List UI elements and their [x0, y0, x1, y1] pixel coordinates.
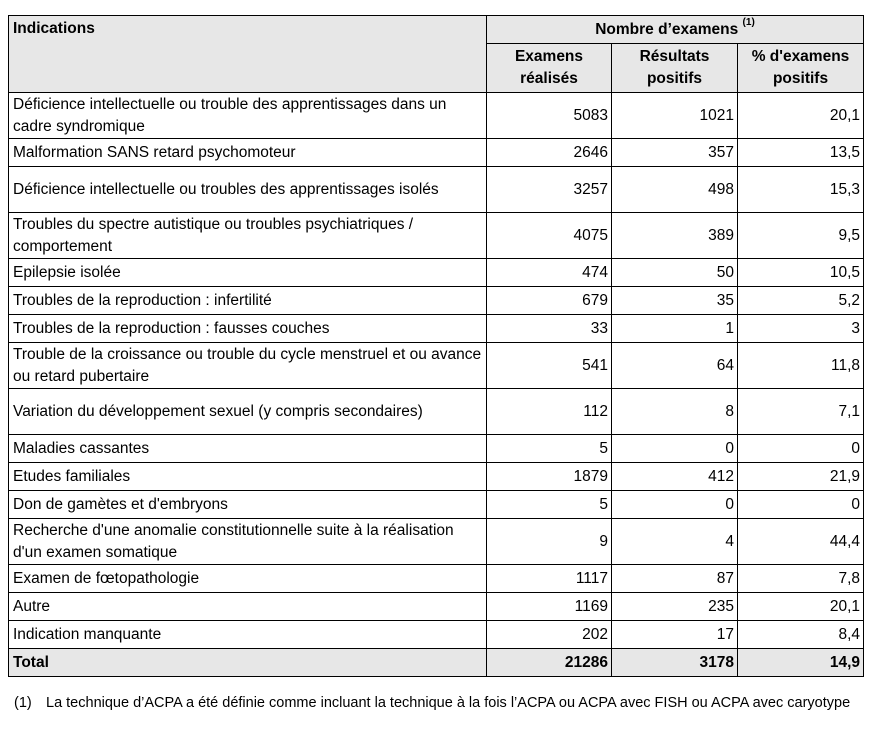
row-examens-realises: 9 — [487, 519, 612, 565]
row-pct-positifs: 20,1 — [738, 93, 864, 139]
table-row — [9, 167, 864, 213]
row-examens-realises: 5 — [487, 491, 612, 519]
footnote-text: La technique d’ACPA a été définie comme incluant la technique à la fois l’ACPA ou ACPA avec FISH ou ACPA avec caryotype — [46, 695, 851, 711]
row-label: Trouble de la croissance ou trouble du cycle menstruel et ou avance ou retard pubertaire — [9, 343, 487, 389]
total-positifs: 3178 — [612, 649, 738, 677]
header-examens-realises: Examens réalisés — [487, 44, 612, 93]
footnote-mark: (1) — [14, 695, 32, 711]
row-pct-positifs: 20,1 — [738, 593, 864, 621]
row-resultats-positifs: 357 — [612, 139, 738, 167]
row-label: Déficience intellectuelle ou troubles des apprentissages isolés — [9, 167, 487, 213]
row-resultats-positifs: 17 — [612, 621, 738, 649]
row-pct-positifs: 11,8 — [738, 343, 864, 389]
row-examens-realises: 112 — [487, 389, 612, 435]
row-pct-positifs: 0 — [738, 491, 864, 519]
row-resultats-positifs: 0 — [612, 491, 738, 519]
table-row — [9, 565, 864, 593]
table-row — [9, 389, 864, 435]
row-label: Examen de fœtopathologie — [9, 565, 487, 593]
header-indications: Indications — [9, 16, 487, 93]
row-label: Recherche d'une anomalie constitutionnelle suite à la réalisation d'un examen somatique — [9, 519, 487, 565]
row-resultats-positifs: 1021 — [612, 93, 738, 139]
row-examens-realises: 1879 — [487, 463, 612, 491]
table-body — [9, 93, 864, 649]
row-resultats-positifs: 4 — [612, 519, 738, 565]
row-resultats-positifs: 50 — [612, 259, 738, 287]
table-row — [9, 621, 864, 649]
row-examens-realises: 541 — [487, 343, 612, 389]
row-examens-realises: 5 — [487, 435, 612, 463]
row-pct-positifs: 3 — [738, 315, 864, 343]
row-resultats-positifs: 8 — [612, 389, 738, 435]
row-resultats-positifs: 0 — [612, 435, 738, 463]
table-row — [9, 93, 864, 139]
row-label: Déficience intellectuelle ou trouble des apprentissages dans un cadre syndromique — [9, 93, 487, 139]
table-row — [9, 593, 864, 621]
row-resultats-positifs: 1 — [612, 315, 738, 343]
table-row — [9, 519, 864, 565]
header-resultats-positifs: Résultats positifs — [612, 44, 738, 93]
row-examens-realises: 1117 — [487, 565, 612, 593]
table-row — [9, 463, 864, 491]
row-label: Indication manquante — [9, 621, 487, 649]
row-resultats-positifs: 64 — [612, 343, 738, 389]
table-row — [9, 491, 864, 519]
row-examens-realises: 1169 — [487, 593, 612, 621]
row-pct-positifs: 10,5 — [738, 259, 864, 287]
row-resultats-positifs: 412 — [612, 463, 738, 491]
row-label: Variation du développement sexuel (y compris secondaires) — [9, 389, 487, 435]
row-examens-realises: 202 — [487, 621, 612, 649]
row-pct-positifs: 9,5 — [738, 213, 864, 259]
row-resultats-positifs: 35 — [612, 287, 738, 315]
row-examens-realises: 33 — [487, 315, 612, 343]
row-resultats-positifs: 498 — [612, 167, 738, 213]
row-pct-positifs: 44,4 — [738, 519, 864, 565]
row-resultats-positifs: 87 — [612, 565, 738, 593]
table-row — [9, 343, 864, 389]
total-label: Total — [9, 649, 487, 677]
table-row — [9, 259, 864, 287]
row-pct-positifs: 21,9 — [738, 463, 864, 491]
total-row — [9, 649, 864, 677]
row-label: Troubles du spectre autistique ou troubles psychiatriques / comportement — [9, 213, 487, 259]
indications-table — [8, 15, 864, 677]
header-nombre-examens: Nombre d’examens $^{(1)}$ — [487, 16, 864, 44]
row-examens-realises: 4075 — [487, 213, 612, 259]
table-row — [9, 287, 864, 315]
row-pct-positifs: 13,5 — [738, 139, 864, 167]
row-label: Autre — [9, 593, 487, 621]
table-row — [9, 213, 864, 259]
row-pct-positifs: 15,3 — [738, 167, 864, 213]
row-label: Troubles de la reproduction : fausses couches — [9, 315, 487, 343]
header-pct-positifs: % d'examens positifs — [738, 44, 864, 93]
table-row — [9, 435, 864, 463]
row-label: Maladies cassantes — [9, 435, 487, 463]
footnote-ref: (1) — [742, 16, 755, 28]
row-examens-realises: 5083 — [487, 93, 612, 139]
row-label: Don de gamètes et d'embryons — [9, 491, 487, 519]
row-examens-realises: 679 — [487, 287, 612, 315]
row-pct-positifs: 7,8 — [738, 565, 864, 593]
table-row — [9, 139, 864, 167]
row-pct-positifs: 8,4 — [738, 621, 864, 649]
row-resultats-positifs: 235 — [612, 593, 738, 621]
row-label: Etudes familiales — [9, 463, 487, 491]
row-label: Troubles de la reproduction : infertilité — [9, 287, 487, 315]
table-row — [9, 315, 864, 343]
footnote — [14, 693, 869, 713]
total-pct: 14,9 — [738, 649, 864, 677]
row-pct-positifs: 0 — [738, 435, 864, 463]
row-examens-realises: 3257 — [487, 167, 612, 213]
row-examens-realises: 474 — [487, 259, 612, 287]
total-realises: 21286 — [487, 649, 612, 677]
row-label: Epilepsie isolée — [9, 259, 487, 287]
row-pct-positifs: 7,1 — [738, 389, 864, 435]
row-label: Malformation SANS retard psychomoteur — [9, 139, 487, 167]
row-pct-positifs: 5,2 — [738, 287, 864, 315]
row-examens-realises: 2646 — [487, 139, 612, 167]
row-resultats-positifs: 389 — [612, 213, 738, 259]
